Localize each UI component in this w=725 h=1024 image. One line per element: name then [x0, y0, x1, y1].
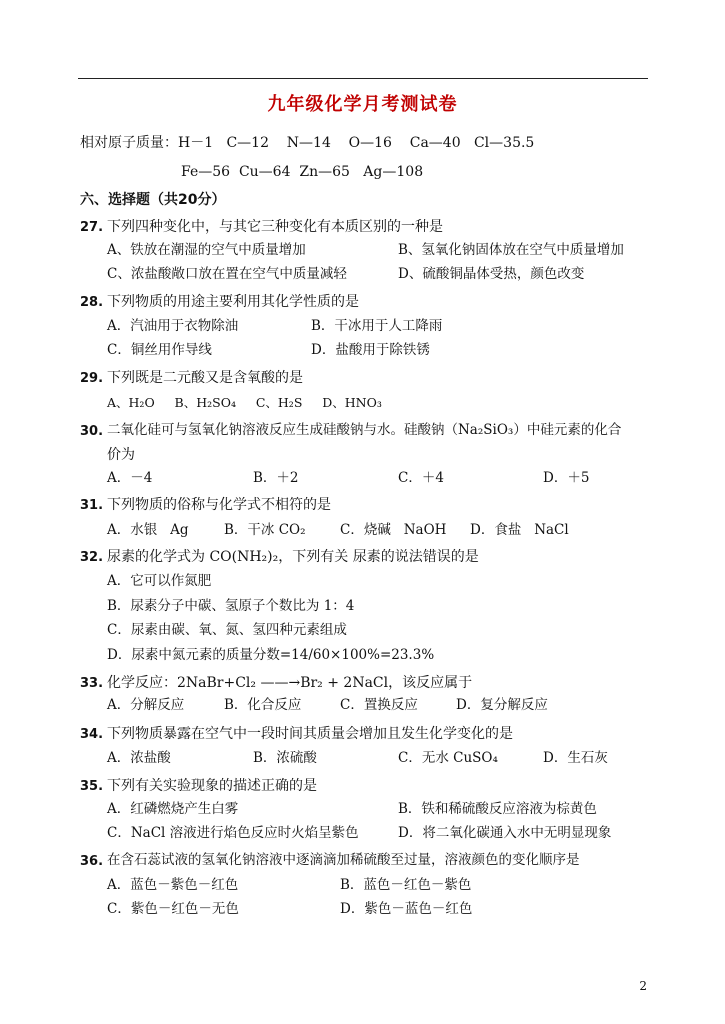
- option-30-d: D．＋5: [543, 470, 590, 486]
- header-rule: [78, 78, 648, 79]
- option-33-b: B．化合反应: [224, 697, 302, 713]
- page-title: 九年级化学月考测试卷: [267, 94, 458, 115]
- option-35-b: B．铁和稀硫酸反应溶液为棕黄色: [398, 801, 597, 817]
- question-number-32: 32.: [80, 550, 104, 565]
- question-28-text: 下列物质的用途主要利用其化学性质的是: [107, 294, 359, 310]
- section-heading: 六、选择题（共20分）: [80, 192, 226, 208]
- option-28-c: C．铜丝用作导线: [107, 342, 212, 358]
- option-33-c: C．置换反应: [340, 697, 418, 713]
- question-number-30: 30.: [80, 424, 104, 439]
- question-number-28: 28.: [80, 295, 104, 310]
- option-31-b: B．干冰 CO₂: [224, 522, 306, 538]
- option-35-c: C．NaCl 溶液进行焰色反应时火焰呈紫色: [107, 825, 359, 841]
- page-number: 2: [639, 979, 647, 993]
- question-number-33: 33.: [80, 676, 104, 691]
- option-31-d: D．食盐 NaCl: [470, 522, 569, 538]
- question-30-text: 二氧化硅可与氢氧化钠溶液反应生成硅酸钠与水。硅酸钠（Na₂SiO₃）中硅元素的化合: [107, 422, 622, 438]
- option-27-d: D、硫酸铜晶体受热，颜色改变: [398, 266, 585, 282]
- question-32-text: 尿素的化学式为 CO(NH₂)₂，下列有关 尿素的说法错误的是: [107, 549, 479, 565]
- option-32-b: B．尿素分子中碳、氢原子个数比为 1：4: [107, 598, 355, 614]
- option-36-b: B．蓝色－红色－紫色: [340, 877, 472, 893]
- option-30-b: B．＋2: [253, 470, 299, 486]
- option-27-b: B、氢氧化钠固体放在空气中质量增加: [398, 242, 624, 258]
- option-27-a: A、铁放在潮湿的空气中质量增加: [107, 242, 306, 258]
- option-34-d: D．生石灰: [543, 750, 608, 766]
- options-29: A、H₂O B、H₂SO₄ C、H₂S D、HNO₃: [107, 395, 382, 410]
- question-30-text-cont: 价为: [107, 447, 135, 463]
- question-27-text: 下列四种变化中，与其它三种变化有本质区别的一种是: [107, 219, 443, 235]
- question-number-36: 36.: [80, 854, 104, 869]
- option-34-b: B．浓硫酸: [253, 750, 317, 766]
- question-number-35: 35.: [80, 779, 104, 794]
- option-33-a: A．分解反应: [107, 697, 185, 713]
- option-31-a: A．水银 Ag: [107, 522, 189, 538]
- option-34-a: A．浓盐酸: [107, 750, 171, 766]
- question-33-text: 化学反应：2NaBr+Cl₂ ——→Br₂ + 2NaCl，该反应属于: [107, 675, 473, 691]
- option-32-d: D．尿素中氮元素的质量分数=14/60×100%=23.3%: [107, 647, 435, 663]
- question-31-text: 下列物质的俗称与化学式不相符的是: [107, 497, 331, 513]
- option-36-c: C．紫色－红色－无色: [107, 901, 239, 917]
- option-36-a: A．蓝色－紫色－红色: [107, 877, 239, 893]
- question-number-31: 31.: [80, 498, 104, 513]
- atomic-masses-line2: Fe—56 Cu—64 Zn—65 Ag—108: [181, 164, 424, 180]
- option-30-c: C．＋4: [398, 470, 444, 486]
- option-32-c: C．尿素由碳、氧、氮、氢四种元素组成: [107, 622, 347, 638]
- option-32-a: A．它可以作氮肥: [107, 573, 212, 589]
- option-30-a: A．－4: [107, 470, 153, 486]
- question-number-29: 29.: [80, 371, 104, 386]
- option-28-d: D．盐酸用于除铁锈: [311, 342, 430, 358]
- option-35-a: A．红磷燃烧产生白雾: [107, 801, 239, 817]
- option-28-a: A．汽油用于衣物除油: [107, 318, 239, 334]
- question-29-text: 下列既是二元酸又是含氧酸的是: [107, 370, 303, 386]
- option-33-d: D．复分解反应: [456, 697, 548, 713]
- question-number-27: 27.: [80, 220, 104, 235]
- question-35-text: 下列有关实验现象的描述正确的是: [107, 778, 317, 794]
- option-34-c: C．无水 CuSO₄: [398, 750, 498, 766]
- option-35-d: D．将二氧化碳通入水中无明显现象: [398, 825, 612, 841]
- option-27-c: C、浓盐酸敞口放在置在空气中质量减轻: [107, 266, 347, 282]
- option-28-b: B．干冰用于人工降雨: [311, 318, 443, 334]
- question-34-text: 下列物质暴露在空气中一段时间其质量会增加且发生化学变化的是: [107, 726, 513, 742]
- option-36-d: D．紫色－蓝色－红色: [340, 901, 473, 917]
- question-36-text: 在含石蕊试液的氢氧化钠溶液中逐滴滴加稀硫酸至过量，溶液颜色的变化顺序是: [107, 852, 580, 868]
- atomic-masses-line1: 相对原子质量：H－1 C—12 N—14 O—16 Ca—40 Cl—35.5: [80, 135, 535, 151]
- option-31-c: C．烧碱 NaOH: [340, 522, 447, 538]
- question-number-34: 34.: [80, 727, 104, 742]
